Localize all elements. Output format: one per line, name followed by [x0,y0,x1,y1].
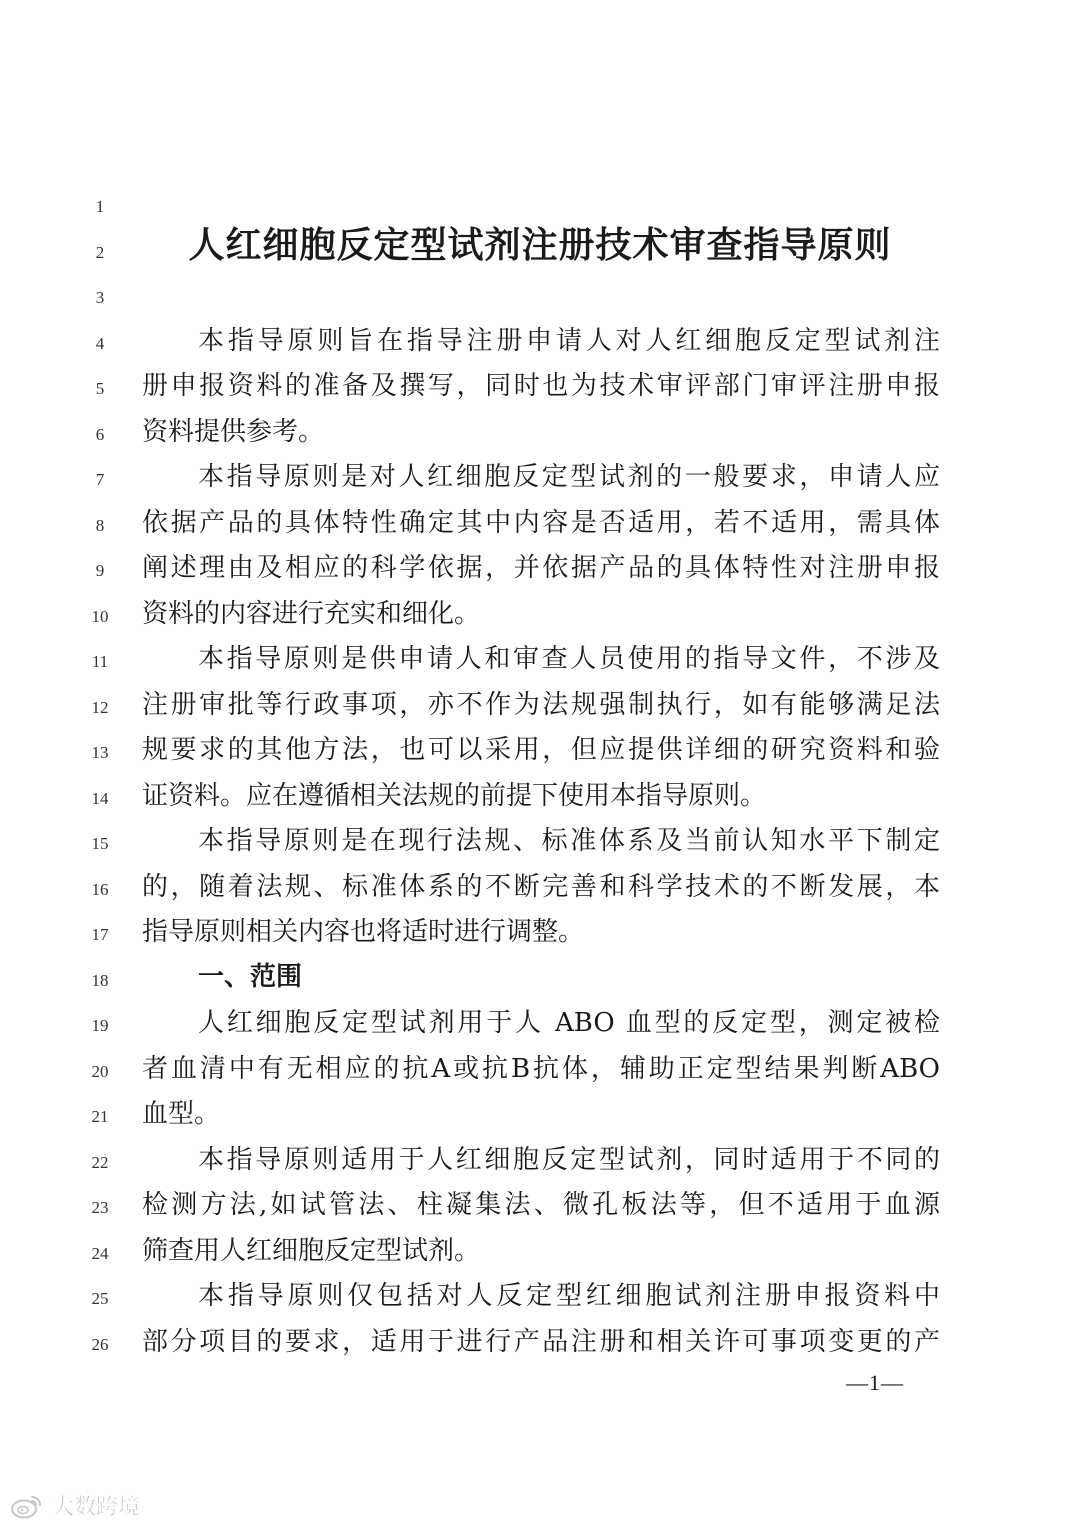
watermark [10,1490,140,1521]
body-text-line: 阐述理由及相应的科学依据，并依据产品的具体特性对注册申报 [142,553,940,583]
watermark-text: 大数跨境 [52,1495,141,1520]
body-text-line: 本指导原则是在现行法规、标准体系及当前认知水平下制定 [198,826,940,856]
body-text-line: 本指导原则仅包括对人反定型红细胞试剂注册申报资料中 [198,1281,940,1311]
body-text-line: 检测方法,如试管法、柱凝集法、微孔板法等，但不适用于血源 [142,1190,940,1220]
line-number: 7 [95,470,105,489]
line-number: 10 [91,606,109,626]
section-heading: 一、范围 [198,962,303,992]
line-number: 19 [91,1016,109,1035]
line-number: 25 [91,1289,109,1308]
body-text-line: 指导原则相关内容也将适时进行调整。 [142,917,585,947]
line-number: 12 [91,697,109,717]
body-text-line: 依据产品的具体特性确定其中内容是否适用，若不适用，需具体 [142,507,940,538]
body-text-line: 部分项目的要求，适用于进行产品注册和相关许可事项变更的产 [142,1326,940,1357]
body-text-line: 的，随着法规、标准体系的不断完善和科学技术的不断发展，本 [142,871,940,902]
body-text-line: 资料的内容进行充实和细化。 [142,598,481,629]
body-text-line: 证资料。应在遵循相关法规的前提下使用本指导原则。 [142,780,767,811]
line-number: 6 [95,424,105,444]
body-text-line: 资料提供参考。 [142,416,325,447]
body-text-line: 血型。 [142,1099,221,1129]
line-number: 22 [91,1152,109,1172]
body-text-line: 规要求的其他方法，也可以采用，但应提供详细的研究资料和验 [142,735,940,765]
body-text-line: 册申报资料的准备及撰写，同时也为技术审评部门审评注册申报 [142,371,940,401]
line-number: 20 [91,1061,109,1081]
line-number: 17 [91,925,109,944]
body-text-line: 者血清中有无相应的抗A或抗B抗体，辅助正定型结果判断ABO [142,1053,940,1084]
line-number: 3 [95,288,105,307]
line-number: 9 [95,561,105,580]
body-text-line: 本指导原则适用于人红细胞反定型试剂，同时适用于不同的 [198,1144,940,1175]
line-number: 16 [91,879,109,899]
line-number: 13 [91,743,109,762]
line-number: 4 [95,333,105,353]
line-number: 5 [95,379,105,398]
body-text-line: 本指导原则旨在指导注册申请人对人红细胞反定型试剂注 [198,325,940,356]
body-text-line: 注册审批等行政事项，亦不作为法规强制执行，如有能够满足法 [142,689,940,720]
line-number: 14 [91,788,109,808]
line-number: 8 [95,515,105,535]
line-number: 2 [95,242,105,262]
line-number: 1 [95,197,105,216]
line-number: 15 [91,834,109,853]
line-number: 21 [91,1107,109,1126]
line-number: 24 [91,1243,109,1263]
page-number: —1— [846,1370,904,1395]
body-text-line: 本指导原则是供申请人和审查人员使用的指导文件，不涉及 [198,644,940,674]
line-number: 11 [91,652,109,671]
line-number: 23 [91,1198,109,1217]
line-number: 26 [91,1334,109,1354]
body-text-line: 人红细胞反定型试剂用于人 ABO 血型的反定型，测定被检 [198,1008,940,1038]
weibo-logo-icon [10,1492,44,1520]
document-title: 人红细胞反定型试剂注册技术审查指导原则 [188,225,892,266]
body-text-line: 本指导原则是对人红细胞反定型试剂的一般要求，申请人应 [198,462,940,492]
line-number: 18 [91,970,109,990]
body-text-line: 筛查用人红细胞反定型试剂。 [142,1235,481,1266]
